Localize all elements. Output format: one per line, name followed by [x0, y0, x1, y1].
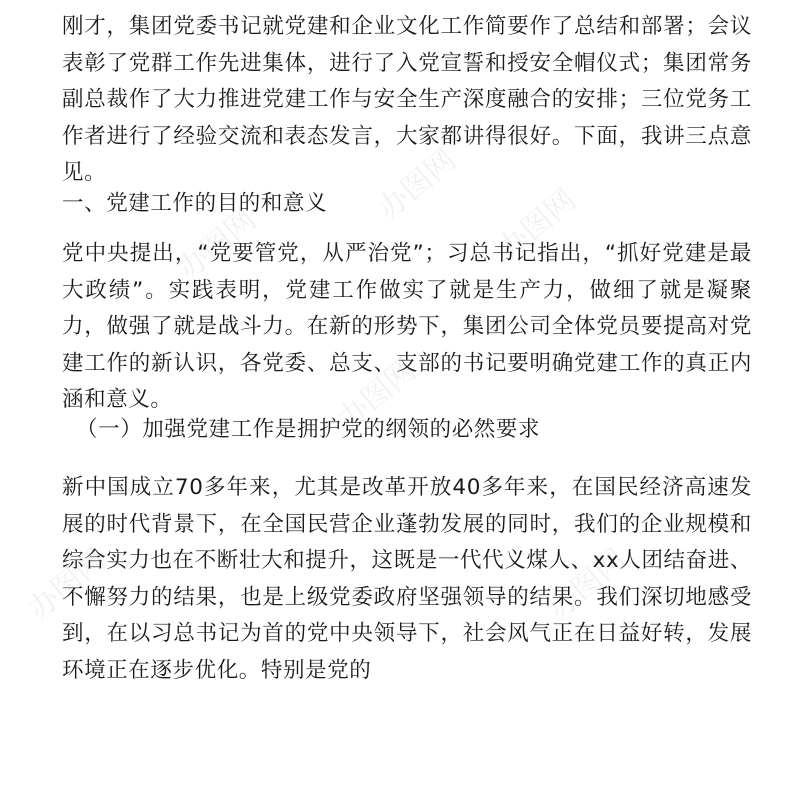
paragraph-significance: 党中央提出，“党要管党，从严治党”；习总书记指出，“抓好党建是最大政绩”。实践表明，党建工作做实了就是生产力，做细了就是凝聚力，做强了就是战斗力。在新的形势下，集团公司全体党员要提高对党建工作的新认识，各党委、总支、支部的书记要明确党建工作的真正内涵和意义。 — [62, 241, 752, 412]
watermark-logo: 办图网 — [21, 542, 113, 628]
watermark-logo: 办图网 — [171, 202, 263, 288]
watermark-logo: 办图网 — [491, 182, 583, 268]
subsection-heading-1: （一）加强党建工作是拥护党的纲领的必然要求 — [76, 417, 541, 442]
watermark-logo: 办图网 — [331, 352, 423, 438]
watermark-logo: 办图网 — [371, 142, 463, 228]
paragraph-opening: 刚才，集团党委书记就党建和企业文化工作简要作了总结和部署；会议表彰了党群工作先进集体，进行了入党宣誓和授安全帽仪式；集团常务副总裁作了大力推进党建工作与安全生产深度融合的安排；三位党务工作者进行了经验交流和表态发言，大家都讲得很好。下面，我讲三点意见。 — [62, 14, 752, 185]
section-heading-1: 一、党建工作的目的和意义 — [62, 191, 328, 216]
watermark-logo: 办图网 — [541, 542, 633, 628]
paragraph-history: 新中国成立70多年来，尤其是改革开放40多年来，在国民经济高速发展的时代背景下，在全国民营企业蓬勃发展的同时，我们的企业规模和综合实力也在不断壮大和提升，这既是一代代义煤人、xx人团结奋进、不懈努力的结果，也是上级党委政府坚强领导的结果。我们深切地感受到，在以习总书记为首的党中央领导下，社会风气正在日益好转，发展环境正在逐步优化。特别是党的 — [62, 475, 752, 683]
